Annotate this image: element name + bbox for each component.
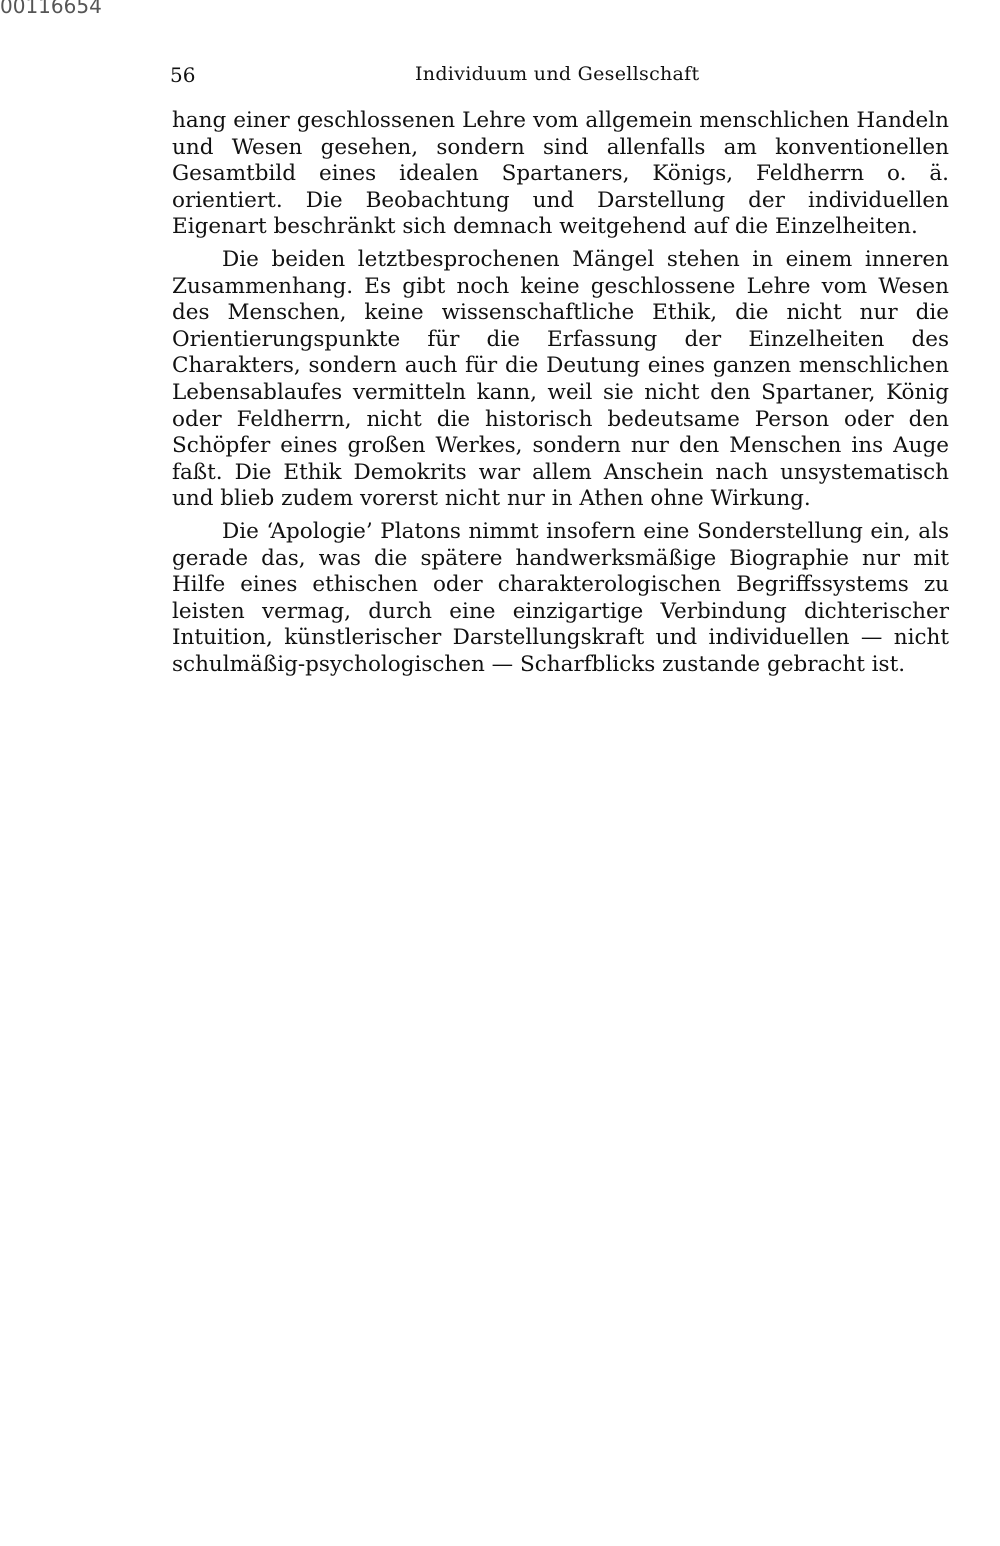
paragraph-3: Die ‘Apologie’ Platons nimmt insofern eine Sonderstellung ein, als gerade das, was die spätere handwerksmäßige Biographie nur mit Hilfe eines ethischen oder charakterologischen Begriffssystems zu leisten vermag, durch eine einzigartige Verbindung dichterischer Intuition, künstlerischer Darstellungskraft und individuellen — nicht schulmäßig-psychologischen — Scharfblicks zustande gebracht ist. bbox=[172, 518, 949, 677]
page-number: 56 bbox=[170, 63, 196, 87]
paragraph-1: hang einer geschlossenen Lehre vom allgemein menschlichen Handeln und Wesen gesehen, sondern sind allenfalls am konventionellen Gesamtbild eines idealen Spartaners, Königs, Feldherrn o. ä. orientiert. Die Beobachtung und Darstellung der individuellen Eigenart beschränkt sich demnach weitgehend auf die Einzelheiten. bbox=[172, 108, 949, 240]
paragraph-2: Die beiden letztbesprochenen Mängel stehen in einem inneren Zusammenhang. Es gibt noch keine geschlossene Lehre vom Wesen des Menschen, keine wissenschaftliche Ethik, die nicht nur die Orientierungspunkte für die Erfassung der Einzelheiten des Charakters, sondern auch für die Deutung eines ganzen menschlichen Lebensablaufes vermitteln kann, weil sie nicht den Spartaner, König oder Feldherrn, nicht die historisch bedeutsame Person oder den Schöpfer eines großen Werkes, sondern nur den Menschen ins Auge faßt. Die Ethik Demokrits war allem Anschein nach unsystematisch und blieb zudem vorerst nicht nur in Athen ohne Wirkung. bbox=[172, 246, 949, 512]
running-title: Individuum und Gesellschaft bbox=[415, 63, 700, 85]
body-text bbox=[172, 108, 949, 684]
scan-id: 00116654 bbox=[0, 0, 102, 18]
running-header bbox=[170, 63, 950, 89]
